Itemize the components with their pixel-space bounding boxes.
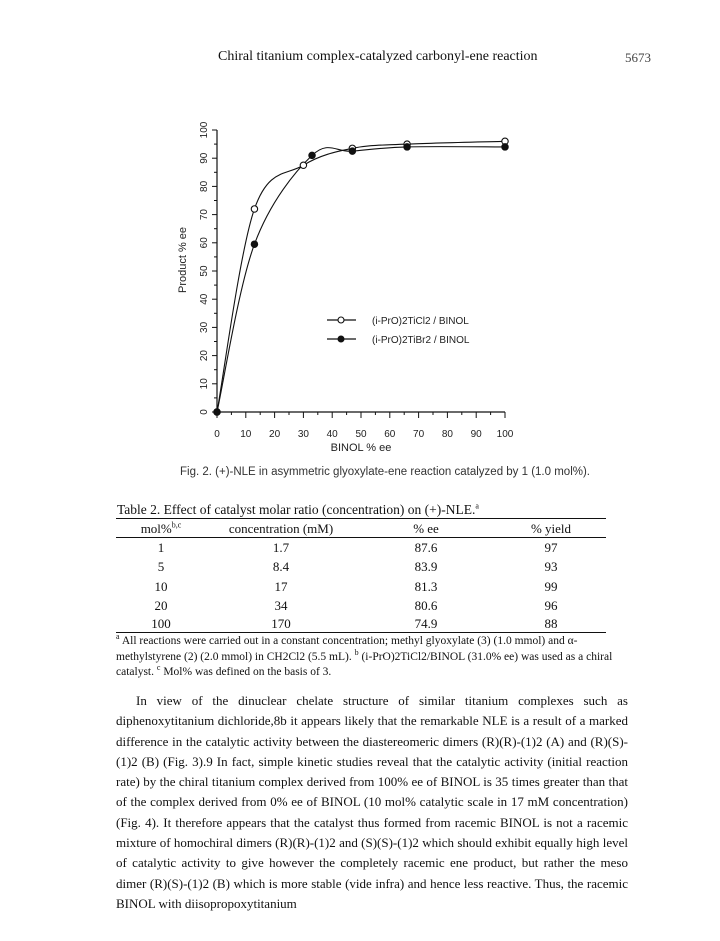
chart-axes: [217, 130, 505, 412]
running-head: [0, 49, 720, 69]
x-tick-label: 20: [269, 429, 281, 440]
cell-ee: 74.9: [356, 616, 496, 633]
data-point-tibr2: [349, 148, 355, 154]
series-points: [214, 138, 508, 415]
page-number: 5673: [625, 50, 651, 65]
legend-item-ticl2: [327, 316, 469, 327]
table-row: [116, 597, 606, 617]
cell-yield: 97: [544, 539, 558, 555]
cell-yield: 99: [544, 578, 558, 594]
table-header-row: [116, 519, 606, 538]
table-title-text: Table 2. Effect of catalyst molar ratio (concentration) on (+)-NLE.: [117, 502, 476, 517]
running-title: Chiral titanium complex-catalyzed carbonyl-ene reaction: [218, 49, 538, 64]
cell-concentration: 34: [274, 598, 288, 614]
y-tick-label: 20: [199, 350, 210, 362]
data-point-tibr2: [309, 152, 315, 158]
table-2: [116, 501, 613, 681]
col-header-yield: % yield: [496, 519, 606, 538]
x-tick-label: 60: [384, 429, 396, 440]
col-header-mol-text: mol%: [140, 520, 172, 536]
table-row: [116, 577, 606, 597]
series-line-ticl2: [217, 141, 505, 412]
y-tick-label: 0: [199, 409, 210, 415]
cell-mol: 1: [157, 539, 165, 555]
cell-concentration: 8.4: [272, 559, 290, 575]
x-tick-label: 70: [413, 429, 425, 440]
x-tick-label: 40: [326, 429, 338, 440]
x-axis-ticks: [214, 412, 514, 440]
table-title: [117, 502, 606, 518]
open-circle-marker-icon: [338, 317, 344, 323]
legend-label-tibr2: (i-PrO)2TiBr2 / BINOL: [372, 335, 470, 346]
y-tick-label: 90: [199, 152, 210, 164]
x-tick-label: 100: [496, 429, 514, 440]
y-axis-ticks: [199, 121, 217, 415]
y-tick-label: 50: [199, 265, 210, 277]
body-text: [116, 691, 628, 914]
y-tick-label: 70: [199, 209, 210, 221]
series-lines: [217, 141, 505, 412]
cell-concentration: 170: [206, 616, 356, 633]
data-point-tibr2: [404, 144, 410, 150]
col-header-mol-note: b,c: [171, 520, 182, 530]
footnote-b: (i-PrO)2TiCl2/BINOL (31.0% ee) was used as a chiral catalyst.: [116, 650, 613, 678]
table-row: [116, 538, 606, 558]
footnote-mark-c: c: [156, 663, 161, 673]
data-point-ticl2: [300, 162, 306, 168]
col-header-ee: % ee: [356, 519, 496, 538]
y-tick-label: 10: [199, 378, 210, 390]
cell-yield: 88: [496, 616, 606, 633]
y-tick-label: 30: [199, 321, 210, 333]
cell-mol: 100: [116, 616, 206, 633]
cell-yield: 93: [544, 559, 558, 575]
results-table: [116, 518, 606, 633]
table-row: [116, 558, 606, 578]
footnote-mark-a: a: [116, 632, 120, 642]
figure-caption: Fig. 2. (+)-NLE in asymmetric glyoxylate-ene reaction catalyzed by 1 (1.0 mol%).: [180, 466, 591, 478]
footnote-mark-b: b: [354, 647, 359, 657]
cell-mol: 5: [157, 559, 165, 575]
y-axis-label: Product % ee: [177, 226, 189, 294]
data-point-tibr2: [251, 241, 257, 247]
cell-concentration: 17: [274, 578, 288, 594]
cell-ee: 83.9: [414, 559, 438, 575]
x-tick-label: 90: [470, 429, 482, 440]
body-paragraph: In view of the dinuclear chelate structure of similar titanium complexes such as diphenoxytitanium dichloride,8b it appears likely that the remarkable NLE is a result of a marked difference in the catalytic activity between the diastereomeric dimers (R)(R)-(1)2 (A) and (R)(S)-(1)2 (B) (Fig. 3).9 In fact, simple kinetic studies reveal that the catalytic activity (initial reaction rate) by the chiral titanium complex derived from 100% ee of BINOL is 35 times greater than that of the complex derived from 0% ee of BINOL (10 mol% catalytic scale in 17 mM concentration) (Fig. 4). It therefore appears that the catalyst thus formed from racemic BINOL is not a racemic mixture of homochiral dimers (R)(R)-(1)2 and (S)(S)-(1)2 which should exhibit equally high level of catalytic activity to give however the completely racemic ene product, but rather the meso dimer (R)(S)-(1)2 (B) which is more stable (vide infra) and hence less reactive. Thus, the racemic BINOL with diisopropoxytitanium: [116, 693, 628, 911]
table-row: [116, 616, 606, 633]
y-tick-label: 80: [199, 180, 210, 192]
y-tick-label: 60: [199, 237, 210, 249]
x-tick-label: 10: [240, 429, 252, 440]
legend-item-tibr2: [327, 335, 470, 346]
data-point-tibr2: [502, 144, 508, 150]
cell-mol: 20: [154, 598, 168, 614]
x-tick-label: 30: [297, 429, 309, 440]
y-tick-label: 40: [199, 293, 210, 305]
cell-ee: 80.6: [414, 598, 438, 614]
legend-label-ticl2: (i-PrO)2TiCl2 / BINOL: [372, 316, 469, 327]
data-point-ticl2: [251, 206, 257, 212]
data-point-tibr2: [214, 409, 220, 415]
cell-yield: 96: [544, 598, 558, 614]
cell-mol: 10: [154, 578, 168, 594]
series-line-tibr2: [217, 147, 505, 412]
footnote-c: Mol% was defined on the basis of 3.: [163, 666, 332, 678]
chart-legend: [327, 316, 470, 346]
x-tick-label: 0: [214, 429, 220, 440]
cell-ee: 87.6: [414, 539, 438, 555]
cell-concentration: 1.7: [272, 539, 290, 555]
y-tick-label: 100: [199, 121, 210, 139]
table-title-note: a: [475, 501, 479, 511]
table-footnotes: [116, 634, 616, 681]
x-tick-label: 80: [441, 429, 453, 440]
cell-ee: 81.3: [414, 578, 438, 594]
footnote-a: All reactions were carried out in a constant concentration; methyl glyoxylate (3) (1.0 mmol) and α-methylstyrene (2) (2.0 mmol) in CH2Cl2 (5.5 mL).: [116, 635, 578, 663]
col-header-concentration: concentration (mM): [206, 519, 356, 538]
x-axis-label: BINOL % ee: [330, 442, 392, 454]
x-tick-label: 50: [355, 429, 367, 440]
filled-circle-marker-icon: [338, 336, 344, 342]
col-header-mol: [116, 519, 206, 538]
figure-chart: [160, 100, 530, 460]
